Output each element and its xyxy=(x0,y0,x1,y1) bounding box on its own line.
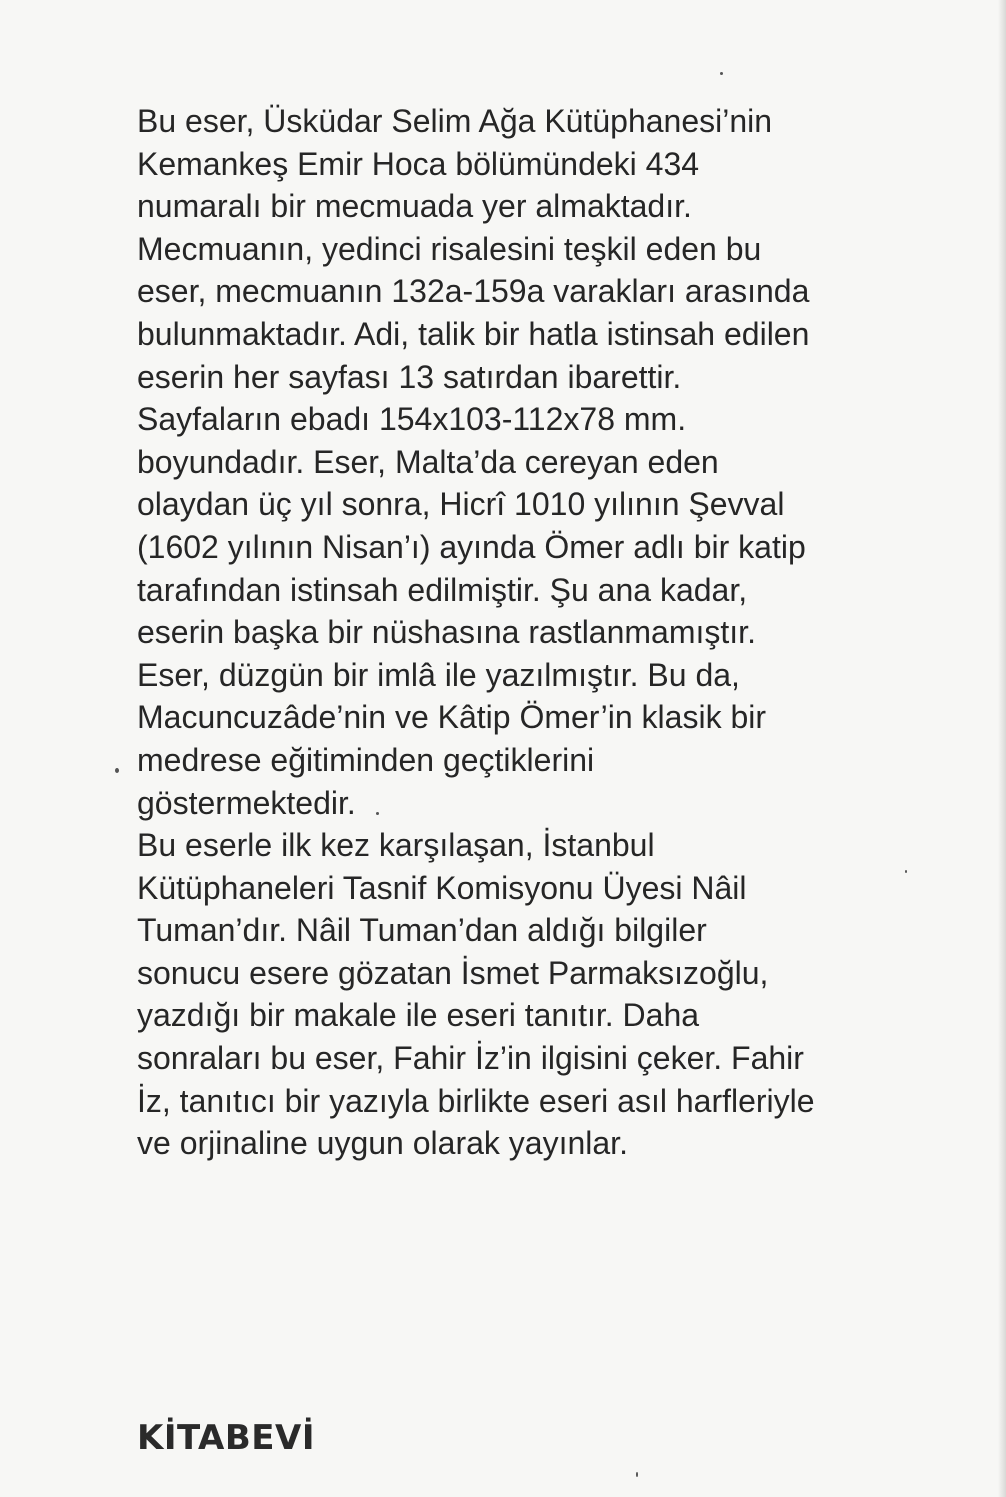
blurb-line: eser, mecmuanın 132a-159a varakları arasında xyxy=(137,273,810,310)
blurb-line: yazdığı bir makale ile eseri tanıtır. Daha xyxy=(137,997,700,1034)
blurb-line: Macuncuzâde’nin ve Kâtip Ömer’in klasik bir xyxy=(137,699,767,736)
page-edge-shadow xyxy=(998,0,1006,1497)
blurb-line: Kütüphaneleri Tasnif Komisyonu Üyesi Nâil xyxy=(137,869,747,906)
blurb-line: eserin başka bir nüshasına rastlanmamıştır. xyxy=(137,614,756,651)
blurb-text xyxy=(137,100,897,1165)
blurb-line: Kemankeş Emir Hoca bölümündeki 434 xyxy=(137,145,700,182)
blurb-line: medrese eğitiminden geçtiklerini xyxy=(137,741,595,778)
blurb-line: boyundadır. Eser, Malta’da cereyan eden xyxy=(137,443,719,480)
blurb-line: Bu eser, Üsküdar Selim Ağa Kütüphanesi’nin xyxy=(137,103,773,139)
scan-speck xyxy=(905,870,907,873)
scan-speck xyxy=(115,768,119,773)
blurb-line: sonucu esere gözatan İsmet Parmaksızoğlu, xyxy=(137,954,769,991)
blurb-line: Mecmuanın, yedinci risalesini teşkil eden bu xyxy=(137,230,762,267)
blurb-line: Sayfaların ebadı 154x103-112x78 mm. xyxy=(137,401,687,438)
blurb-line: Tuman’dır. Nâil Tuman’dan aldığı bilgiler xyxy=(137,912,707,949)
blurb-line: göstermektedir. xyxy=(137,784,356,821)
blurb-line: ve orjinaline uygun olarak yayınlar. xyxy=(137,1125,628,1162)
scan-speck xyxy=(636,1472,638,1477)
blurb-line: sonraları bu eser, Fahir İz’in ilgisini çeker. Fahir xyxy=(137,1040,804,1077)
blurb-line: (1602 yılının Nisan’ı) ayında Ömer adlı bir katip xyxy=(137,528,806,565)
blurb-line: bulunmaktadır. Adi, talik bir hatla istinsah edilen xyxy=(137,315,810,352)
blurb-line: tarafından istinsah edilmiştir. Şu ana kadar, xyxy=(137,571,748,608)
blurb-line: numaralı bir mecmuada yer almaktadır. xyxy=(137,188,692,225)
blurb-line: Eser, düzgün bir imlâ ile yazılmıştır. Bu da, xyxy=(137,656,740,693)
blurb-line: İz, tanıtıcı bir yazıyla birlikte eseri asıl harfleriyle xyxy=(137,1082,815,1119)
publisher-logo: KİTABEVİ xyxy=(137,1418,315,1458)
blurb-line: Bu eserle ilk kez karşılaşan, İstanbul xyxy=(137,827,655,864)
scan-speck xyxy=(376,812,379,815)
blurb-line: eserin her sayfası 13 satırdan ibarettir. xyxy=(137,358,682,395)
scan-speck xyxy=(720,72,723,75)
blurb-line: olaydan üç yıl sonra, Hicrî 1010 yılının Şevval xyxy=(137,486,785,523)
